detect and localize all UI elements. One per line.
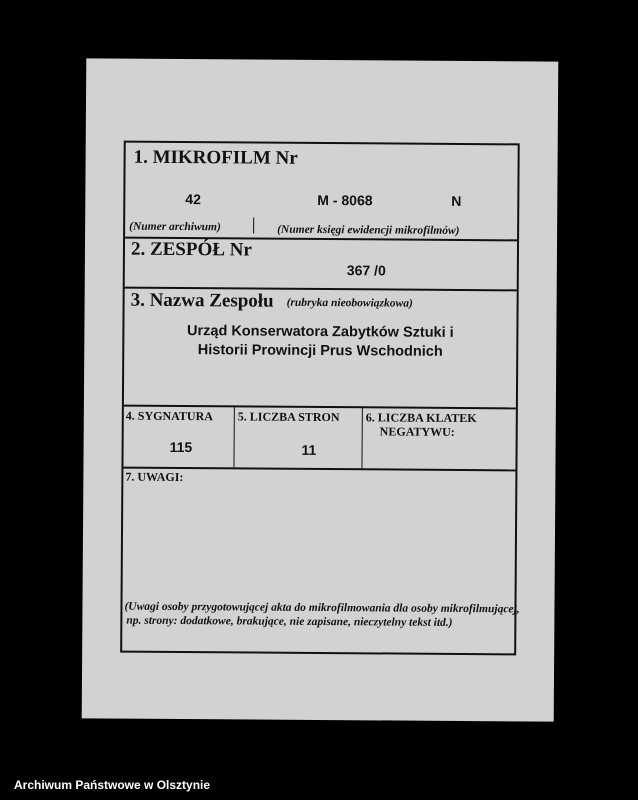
section3-title: 3. Nazwa Zespołu: [130, 289, 274, 312]
archive-number-caption: (Numer archiwum): [129, 220, 221, 234]
section2-value: 367 /0: [346, 262, 386, 279]
section5-title: 5. LICZBA STRON: [237, 409, 340, 425]
microfilm-card: [82, 58, 559, 721]
register-number: M - 8068: [317, 191, 373, 209]
section4-value: 115: [169, 438, 193, 456]
form-frame: [120, 141, 520, 656]
section6-title-line-1: 6. LICZBA KLATEK: [365, 410, 477, 426]
section7-note-line-1: (Uwagi osoby przygotowującej akta do mikrofilmowania dla osoby mikrofilmującej,: [124, 600, 520, 616]
section1-title: 1. MIKROFILM Nr: [133, 146, 298, 169]
section2-title: 2. ZESPÓŁ Nr: [130, 238, 252, 261]
column-divider-2: [361, 406, 362, 468]
caption-divider: [253, 218, 254, 234]
section3-note: (rubryka nieobowiązkowa): [286, 296, 413, 310]
section6-title-line-2: NEGATYWU:: [379, 424, 455, 439]
archive-number: 42: [185, 191, 201, 208]
section4-title: 4. SYGNATURA: [125, 408, 213, 424]
section7-note-line-2: np. strony: dodatkowe, brakujące, nie zapisane, nieczytelny tekst itd.): [126, 614, 453, 629]
section5-value: 11: [301, 441, 317, 458]
archive-footer-label: Archiwum Państwowe w Olsztynie: [14, 778, 211, 792]
collection-name-line-2: Historii Prowincji Prus Wschodnich: [197, 342, 443, 360]
column-divider-1: [233, 405, 234, 467]
collection-name-line-1: Urząd Konserwatora Zabytków Sztuki i: [186, 323, 454, 341]
register-suffix: N: [451, 192, 462, 209]
register-number-caption: (Numer księgi ewidencji mikrofilmów): [277, 223, 460, 237]
section7-title: 7. UWAGI:: [125, 469, 184, 485]
